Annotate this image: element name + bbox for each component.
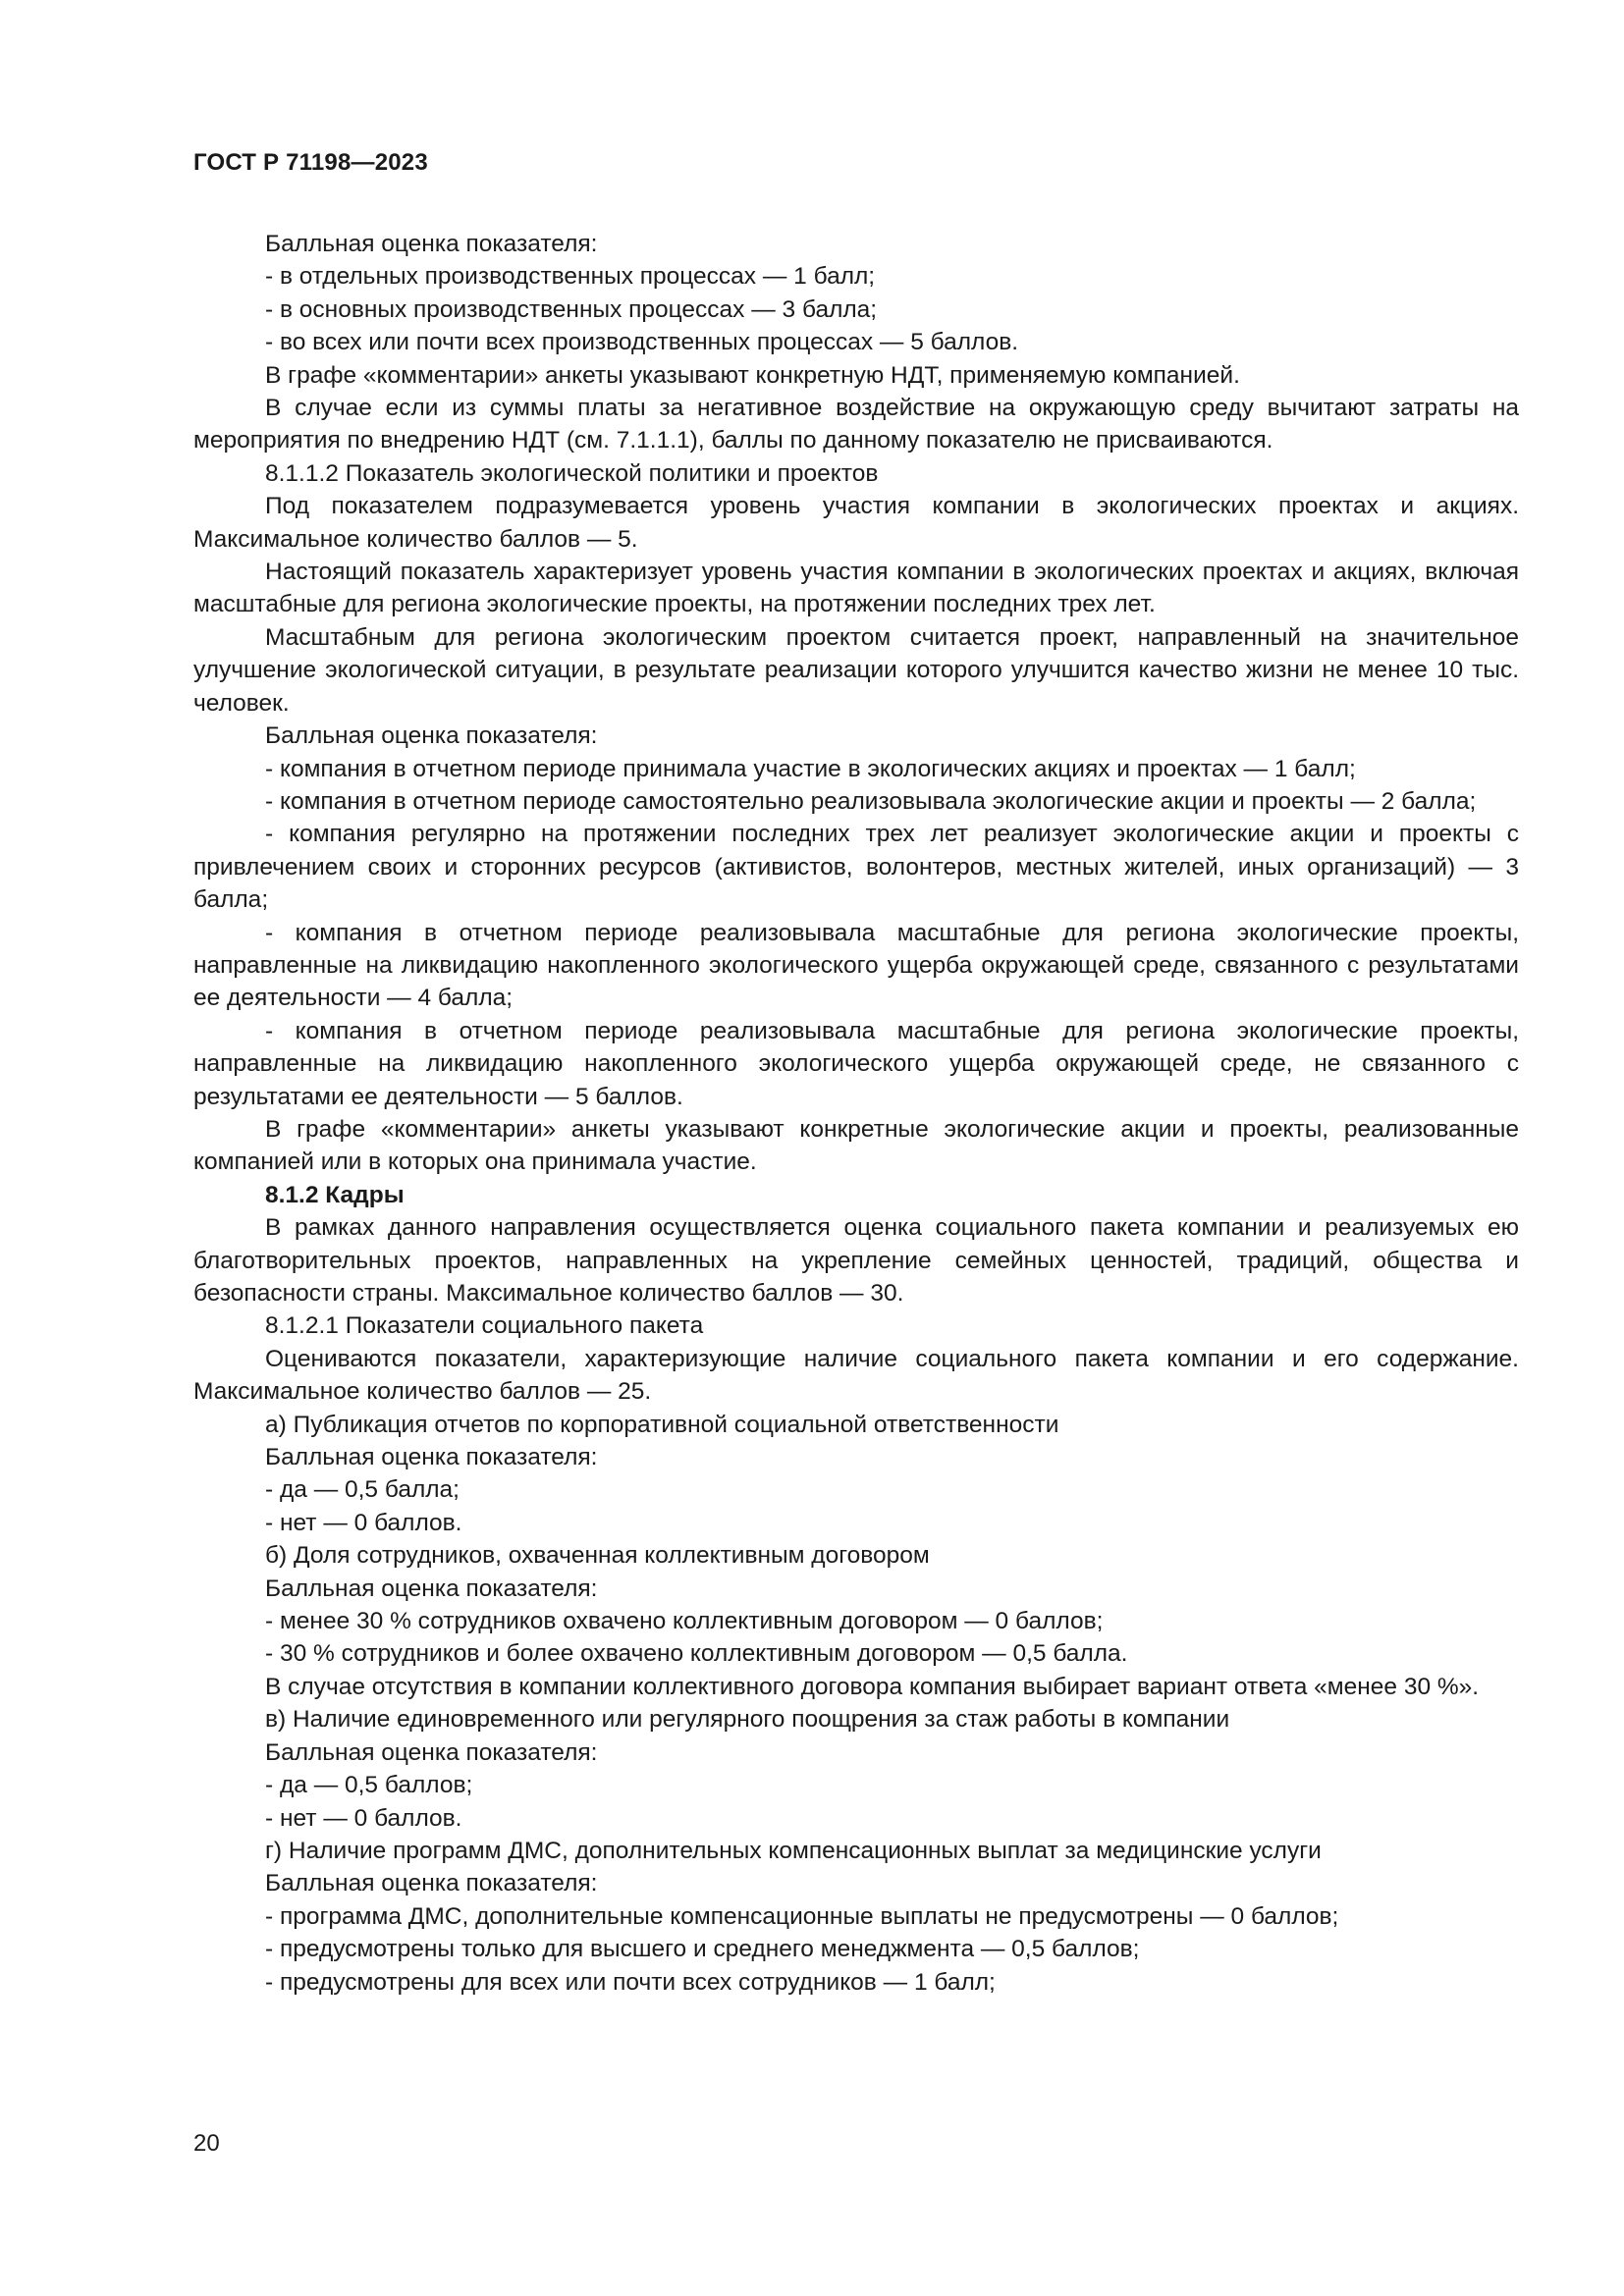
list-item: - да — 0,5 балла;	[265, 1476, 460, 1504]
section-heading: 8.1.2 Кадры	[265, 1181, 405, 1208]
list-item: - менее 30 % сотрудников охвачено коллективным договором — 0 баллов;	[265, 1608, 1104, 1635]
subsection-title: в) Наличие единовременного или регулярного поощрения за стаж работы в компании	[265, 1706, 1230, 1734]
document-body	[193, 228, 1519, 1999]
subsection-title: а) Публикация отчетов по корпоративной социальной ответственности	[265, 1411, 1059, 1438]
paragraph: Под показателем подразумевается уровень участия компании в экологических проектах и акциях. Максимальное количество баллов — 5.	[193, 493, 1519, 553]
list-item: - компания регулярно на протяжении последних трех лет реализует экологические акции и проекты с привлечением своих и сторонних ресурсов (активистов, волонтеров, местных жителей, иных организаций) — 3 балла;	[193, 821, 1519, 914]
list-item: - во всех или почти всех производственных процессах — 5 баллов.	[265, 329, 1019, 356]
list-item: - в основных производственных процессах — 3 балла;	[265, 295, 878, 323]
section-heading: 8.1.2.1 Показатели социального пакета	[265, 1312, 704, 1340]
paragraph: Балльная оценка показателя:	[265, 1738, 598, 1766]
paragraph: Настоящий показатель характеризует уровень участия компании в экологических проектах и акциях, включая масштабные для региона экологические проекты, на протяжении последних трех лет.	[193, 559, 1519, 618]
list-item: - программа ДМС, дополнительные компенсационные выплаты не предусмотрены — 0 баллов;	[265, 1902, 1339, 1930]
paragraph: Балльная оценка показателя:	[265, 722, 598, 750]
list-item: - компания в отчетном периоде реализовывала масштабные для региона экологические проекты, направленные на ликвидацию накопленного экологического ущерба окружающей среде, связанного с результатами ее деятельности — 4 балла;	[193, 919, 1519, 1012]
list-item: - предусмотрены только для высшего и среднего менеджмента — 0,5 баллов;	[265, 1936, 1140, 1963]
list-item: - 30 % сотрудников и более охвачено коллективным договором — 0,5 балла.	[265, 1640, 1128, 1668]
list-item: - компания в отчетном периоде принимала участие в экологических акциях и проектах — 1 балл;	[265, 755, 1356, 782]
list-item: - в отдельных производственных процессах — 1 балл;	[265, 263, 876, 291]
paragraph: В графе «комментарии» анкеты указывают конкретные экологические акции и проекты, реализованные компанией или в которых она принимала участие.	[193, 1115, 1519, 1176]
paragraph: В рамках данного направления осуществляется оценка социального пакета компании и реализуемых ею благотворительных проектов, направленных на укрепление семейных ценностей, традиций, общества и безопасности страны. Максимальное количество баллов — 30.	[193, 1214, 1519, 1307]
subsection-title: г) Наличие программ ДМС, дополнительных компенсационных выплат за медицинские услуги	[265, 1837, 1322, 1864]
section-heading: 8.1.1.2 Показатель экологической политики и проектов	[265, 459, 879, 487]
list-item: - нет — 0 баллов.	[265, 1509, 462, 1536]
paragraph: Балльная оценка показателя:	[265, 1870, 598, 1897]
subsection-title: б) Доля сотрудников, охваченная коллективным договором	[265, 1542, 930, 1570]
list-item: - нет — 0 баллов.	[265, 1804, 462, 1832]
paragraph: Оцениваются показатели, характеризующие наличие социального пакета компании и его содержание. Максимальное количество баллов — 25.	[193, 1345, 1519, 1406]
paragraph: В графе «комментарии» анкеты указывают конкретную НДТ, применяемую компанией.	[265, 361, 1240, 389]
list-item: - да — 0,5 баллов;	[265, 1772, 473, 1799]
paragraph: В случае отсутствия в компании коллективного договора компания выбирает вариант ответа «менее 30 %».	[265, 1673, 1480, 1700]
paragraph: Балльная оценка показателя:	[265, 1575, 598, 1602]
paragraph: В случае если из суммы платы за негативное воздействие на окружающую среду вычитают затраты на мероприятия по внедрению НДТ (см. 7.1.1.1), баллы по данному показателю не присваиваются.	[193, 395, 1519, 454]
page-number: 20	[193, 2130, 220, 2157]
paragraph: Масштабным для региона экологическим проектом считается проект, направленный на значительное улучшение экологической ситуации, в результате реализации которого улучшится качество жизни не менее 10 тыс. человек.	[193, 623, 1519, 717]
list-item: - компания в отчетном периоде реализовывала масштабные для региона экологические проекты, направленные на ликвидацию накопленного экологического ущерба окружающей среде, не связанного с результатами ее деятельности — 5 баллов.	[193, 1017, 1519, 1110]
list-item: - компания в отчетном периоде самостоятельно реализовывала экологические акции и проекты — 2 балла;	[265, 787, 1477, 815]
document-header: ГОСТ Р 71198—2023	[193, 149, 428, 176]
list-item: - предусмотрены для всех или почти всех сотрудников — 1 балл;	[265, 1968, 996, 1996]
paragraph: Балльная оценка показателя:	[265, 231, 598, 257]
paragraph: Балльная оценка показателя:	[265, 1444, 598, 1471]
